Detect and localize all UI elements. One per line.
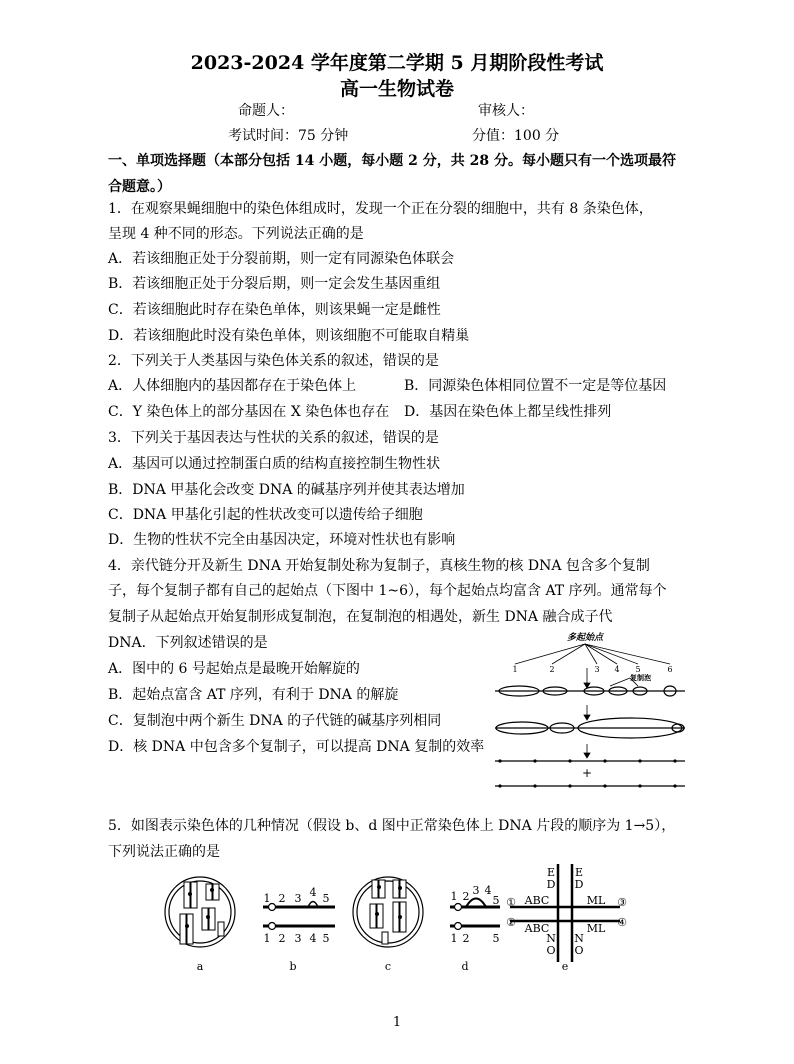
- q4-option-d: D．核 DNA 中包含多个复制子，可以提高 DNA 复制的效率: [108, 739, 485, 755]
- exam-subtitle: 高一生物试卷: [339, 78, 454, 100]
- e-down-right-n: N: [574, 932, 584, 945]
- section-heading: 一、单项选择题（本部分包括 14 小题，每小题 2 分，共 28 分。每小题只有一个选项最符: [108, 153, 676, 169]
- q2-option-d: D．基因在染色体上都呈线性排列: [404, 404, 612, 420]
- e-right-top: ML: [586, 894, 606, 907]
- d-top-1: 1: [450, 890, 458, 903]
- b-bottom-2: 2: [278, 932, 286, 945]
- q5-stem-cont: 下列说法正确的是: [108, 844, 220, 860]
- origin-number-1: 1: [512, 665, 518, 674]
- panel-label-d: d: [461, 960, 469, 973]
- exam-score: 分值：100 分: [472, 128, 560, 144]
- replication-diagram: [490, 628, 690, 793]
- d-top-5: 5: [492, 894, 500, 907]
- d-top-4: 4: [484, 884, 492, 897]
- b-bottom-4: 4: [309, 932, 317, 945]
- q1-stem: 1．在观察果蝇细胞中的染色体组成时，发现一个正在分裂的细胞中，共有 8 条染色体，: [108, 201, 653, 217]
- e-left-bottom: ABC: [524, 922, 550, 935]
- section-heading-cont: 合题意。）: [108, 179, 171, 195]
- b-top-4: 4: [309, 886, 317, 899]
- origin-pointer-lines: [515, 644, 670, 664]
- panel-label-a: a: [196, 960, 204, 973]
- q5-stem: 5．如图表示染色体的几种情况（假设 b、d 图中正常染色体上 DNA 片段的顺序为 1→5），: [108, 818, 676, 834]
- e-up-left-d: D: [546, 878, 556, 891]
- q1-option-c: C．若该细胞此时存在染色单体，则该果蝇一定是雌性: [108, 302, 441, 318]
- e-circle-1: ①: [506, 896, 516, 909]
- b-top-3: 3: [294, 892, 302, 905]
- origin-number-4: 4: [614, 665, 620, 674]
- q2-option-a: A．人体细胞内的基因都存在于染色体上: [108, 378, 357, 394]
- q4-option-b: B．起始点富含 AT 序列，有利于 DNA 的解旋: [108, 687, 399, 703]
- e-down-left-o: O: [546, 944, 556, 957]
- q3-option-b: B．DNA 甲基化会改变 DNA 的碱基序列并使其表达增加: [108, 482, 465, 498]
- q1-stem-cont: 呈现 4 种不同的形态。下列说法正确的是: [108, 226, 364, 242]
- d-bottom-5: 5: [492, 932, 500, 945]
- panel-label-e: e: [561, 960, 569, 973]
- q2-option-b: B．同源染色体相同位置不一定是等位基因: [404, 378, 667, 394]
- bubble-label: 复制泡: [630, 673, 651, 682]
- e-right-bottom: ML: [586, 922, 606, 935]
- b-bottom-1: 1: [263, 932, 271, 945]
- d-top-3: 3: [472, 884, 480, 897]
- q4-option-a: A．图中的 6 号起始点是最晚开始解旋的: [108, 661, 360, 677]
- exam-title: 2023-2024 学年度第二学期 5 月期阶段性考试: [190, 52, 604, 74]
- e-down-right-o: O: [574, 944, 584, 957]
- q4-stem: 4．亲代链分开及新生 DNA 开始复制处称为复制子，真核生物的核 DNA 包含多个复制: [108, 558, 650, 574]
- d-bottom-2: 2: [462, 932, 470, 945]
- origin-number-2: 2: [549, 665, 555, 674]
- e-up-left-e: E: [546, 866, 556, 879]
- author-label: 命题人：: [238, 103, 294, 119]
- b-top-1: 1: [263, 892, 271, 905]
- dna-row-1: [495, 686, 685, 696]
- e-up-right-d: D: [574, 878, 584, 891]
- e-left-top: ABC: [524, 894, 550, 907]
- panel-label-b: b: [289, 960, 297, 973]
- q3-option-a: A．基因可以通过控制蛋白质的结构直接控制生物性状: [108, 456, 441, 472]
- q4-stem-cont-2: 复制子从起始点开始复制形成复制泡，在复制泡的相遇处，新生 DNA 融合成子代: [108, 609, 613, 625]
- b-bottom-5: 5: [322, 932, 330, 945]
- e-down-left-n: N: [546, 932, 556, 945]
- plus-sign: +: [581, 766, 593, 780]
- q2-stem: 2．下列关于人类基因与染色体关系的叙述，错误的是: [108, 353, 439, 369]
- panel-label-c: c: [384, 960, 392, 973]
- q4-option-c: C．复制泡中两个新生 DNA 的子代链的碱基序列相同: [108, 713, 442, 729]
- origin-number-6: 6: [667, 665, 673, 674]
- e-circle-2: ②: [506, 916, 516, 929]
- reviewer-label: 审核人：: [478, 103, 534, 119]
- dna-row-2: [495, 718, 685, 738]
- q3-option-d: D．生物的性状不完全由基因决定，环境对性状也有影响: [108, 532, 456, 548]
- e-circle-4: ④: [617, 916, 627, 929]
- b-top-2: 2: [278, 892, 286, 905]
- q1-option-a: A．若该细胞正处于分裂前期，则一定有同源染色体联会: [108, 251, 455, 267]
- origin-number-5: 5: [635, 665, 641, 674]
- exam-time: 考试时间：75 分钟: [228, 128, 349, 144]
- b-top-5: 5: [322, 892, 330, 905]
- q3-option-c: C．DNA 甲基化引起的性状改变可以遗传给子细胞: [108, 507, 423, 523]
- d-bottom-1: 1: [450, 932, 458, 945]
- cell-a-chromosomes: [180, 882, 224, 944]
- q3-stem: 3．下列关于基因表达与性状的关系的叙述，错误的是: [108, 430, 439, 446]
- q1-option-d: D．若该细胞此时没有染色单体，则该细胞不可能取自精巢: [108, 328, 470, 344]
- origin-label: 多起始点: [566, 633, 604, 643]
- page-number: 1: [392, 1015, 402, 1030]
- b-bottom-3: 3: [294, 932, 302, 945]
- translocation-e: [510, 864, 620, 962]
- q1-option-b: B．若该细胞正处于分裂后期，则一定会发生基因重组: [108, 276, 441, 292]
- q4-stem-cont-3: DNA．下列叙述错误的是: [108, 635, 268, 651]
- e-up-right-e: E: [574, 866, 584, 879]
- d-top-2: 2: [462, 890, 470, 903]
- chromosome-figure: [160, 862, 640, 974]
- q2-option-c: C．Y 染色体上的部分基因在 X 染色体也存在: [108, 404, 390, 420]
- e-circle-3: ③: [617, 896, 627, 909]
- origin-number-3: 3: [594, 665, 600, 674]
- q4-stem-cont-1: 子，每个复制子都有自己的起始点（下图中 1~6），每个起始点均富含 AT 序列。通常每个: [108, 583, 667, 599]
